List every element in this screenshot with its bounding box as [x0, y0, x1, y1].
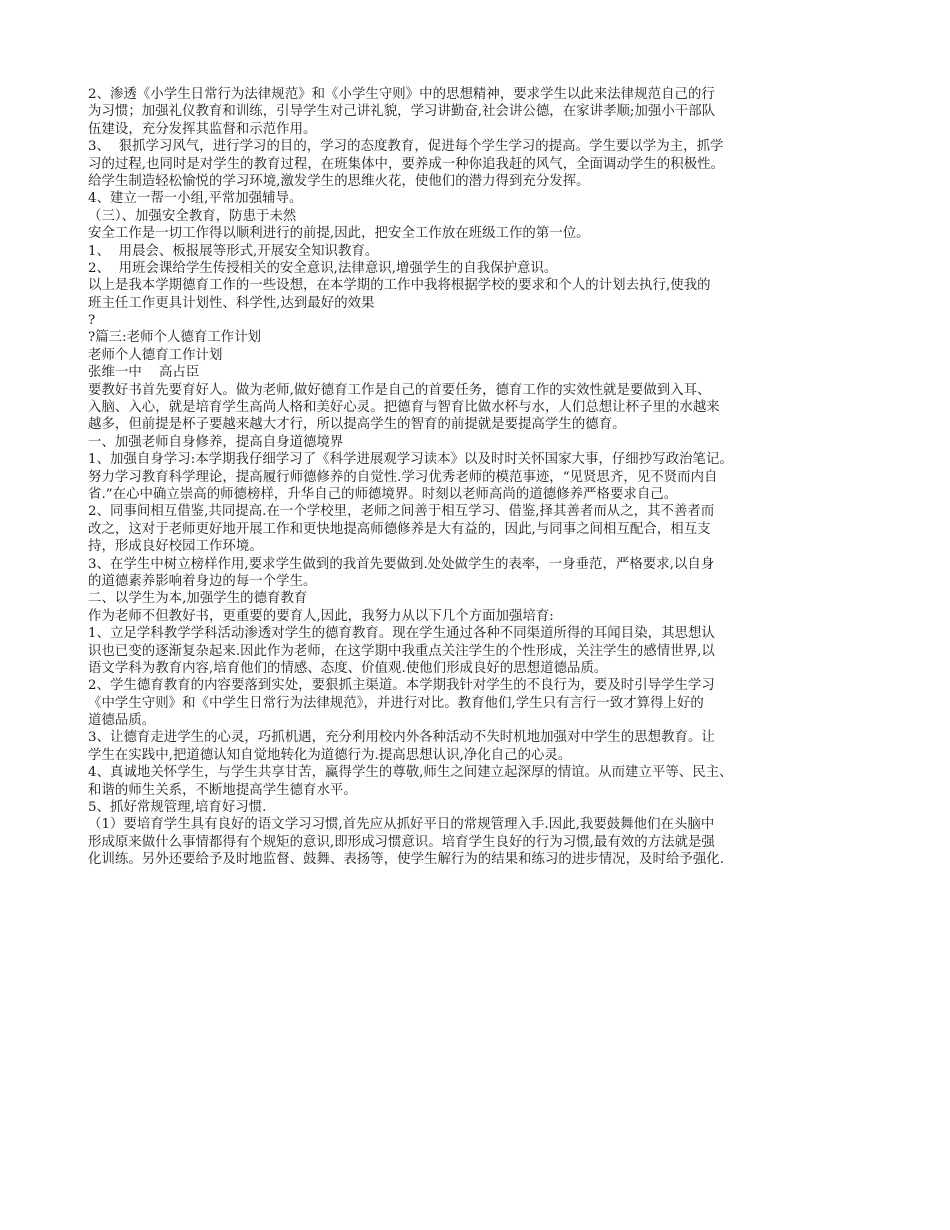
text-line: 要教好书首先要育好人。做为老师,做好德育工作是自己的首要任务，德育工作的实效性就是要做到入耳、 [88, 382, 711, 398]
text-line: 班主任工作更具计划性、科学性,达到最好的效果 [88, 295, 375, 311]
text-line: 1、 用晨会、板报展等形式,开展安全知识教育。 [88, 243, 379, 259]
text-line: 识也已变的逐渐复杂起来.因此作为老师，在这学期中我重点关注学生的个性形成，关注学生的感情世界,以 [88, 643, 715, 659]
text-line: 3、 狠抓学习风气，进行学习的目的，学习的态度教育，促进每个学生学习的提高。学生要以学为主，抓学 [88, 139, 724, 155]
section-heading: 二、以学生为本,加强学生的德育教育 [88, 591, 308, 607]
text-line: 给学生制造轻松愉悦的学习环境,激发学生的思维火花，使他们的潜力得到充分发挥。 [88, 173, 590, 189]
text-line: 的道德素养影响着身边的每一个学生。 [88, 573, 317, 589]
text-line: 安全工作是一切工作得以顺利进行的前提,因此，把安全工作放在班级工作的第一位。 [88, 226, 590, 242]
text-line: 作为老师不但教好书，更重要的要育人,因此，我努力从以下几个方面加强培育: [88, 608, 554, 624]
text-line: 3、让德育走进学生的心灵，巧抓机遇，充分利用校内外各种活动不失时机地加强对中学生的思想教育。让 [88, 730, 715, 746]
text-line: 1、加强自身学习:本学期我仔细学习了《科学进展观学习读本》以及时时关怀国家大事，仔细抄写政治笔记。 [88, 452, 733, 468]
text-line: 化训练。另外还要给予及时地监督、鼓舞、表扬等，使学生解行为的结果和练习的进步情况，及时给予强化. [88, 852, 725, 868]
text-line: 以上是我本学期德育工作的一些设想，在本学期的工作中我将根据学校的要求和个人的计划去执行,使我的 [88, 278, 711, 294]
text-line: 2、学生德育教育的内容要落到实处，要狠抓主渠道。本学期我针对学生的不良行为，要及时引导学生学习 [88, 678, 715, 694]
text-line: （1）要培育学生具有良好的语文学习习惯,首先应从抓好平日的常规管理入手.因此,我要鼓舞他们在头脑中 [88, 817, 715, 833]
text-line: 道德品质。 [88, 713, 156, 729]
text-line: 为习惯；加强礼仪教育和训练，引导学生对己讲礼貌，学习讲勤奋,社会讲公德，在家讲孝顺;加强小干部队 [88, 104, 716, 120]
text-line: 学生在实践中,把道德认知自觉地转化为道德行为.提高思想认识,净化自己的心灵。 [88, 747, 572, 763]
text-line: 和谐的师生关系，不断地提高学生德育水平。 [88, 782, 357, 798]
text-line: 2、渗透《小学生日常行为法律规范》和《小学生守则》中的思想精神，要求学生以此来法律规范自己的行 [88, 87, 715, 102]
text-line: 努力学习教育科学理论，提高履行师德修养的自觉性.学习优秀老师的模范事迹，“见贤思齐，见不贤而内自 [88, 469, 718, 485]
text-line: 2、同事间相互借鉴,共同提高.在一个学校里，老师之间善于相互学习、借鉴,择其善者而从之，其不善者而 [88, 504, 715, 520]
text-line: ? [88, 313, 96, 329]
text-line: 2、 用班会课给学生传授相关的安全意识,法律意识,增强学生的自我保护意识。 [88, 260, 558, 276]
text-line: 形成原来做什么事情都得有个规矩的意识,即形成习惯意识。培育学生良好的行为习惯,最有效的方法就是强 [88, 834, 715, 850]
text-line: 习的过程,也同时是对学生的教育过程，在班集体中，要养成一种你追我赶的风气，全面调动学生的积极性。 [88, 156, 725, 172]
text-line: 持，形成良好校园工作环境。 [88, 539, 263, 555]
section-heading: （三）、加强安全教育，防患于未然 [88, 208, 297, 224]
text-line: 语文学科为教育内容,培育他们的情感、态度、价值观.使他们形成良好的思想道德品质。 [88, 660, 608, 676]
text-line: 5、抓好常规管理,培育好习惯. [88, 800, 267, 816]
text-line: 3、在学生中树立榜样作用,要求学生做到的我首先要做到.处处做学生的表率，一身垂范，严格要求,以自身 [88, 556, 715, 572]
text-line: 4、真诚地关怀学生，与学生共享甘苦，赢得学生的尊敬,师生之间建立起深厚的情谊。从而建立平等、民主、 [88, 765, 733, 781]
text-line: 改之，这对于老师更好地开展工作和更快地提高师德修养是大有益的，因此,与同事之间相互配合，相互支 [88, 521, 711, 537]
document-page [88, 86, 874, 869]
author-line: 张维一中 高占臣 [88, 365, 200, 381]
text-line: 1、立足学科教学学科活动渗透对学生的德育教育。现在学生通过各种不同渠道所得的耳闻目染，其思想认 [88, 626, 715, 642]
text-line: 4、建立一帮一小组,平常加强辅导。 [88, 191, 303, 207]
text-line: 越多，但前提是杯子要越来越大才行，所以提高学生的智育的前提就是要提高学生的德育。 [88, 417, 626, 433]
text-line: 省.”在心中确立崇高的师德榜样，升华自己的师德境界。时刻以老师高尚的道德修养严格要求自己。 [88, 486, 678, 502]
chapter-heading: ?篇三:老师个人德育工作计划 [88, 330, 262, 346]
section-heading: 一、加强老师自身修养，提高自身道德境界 [88, 434, 344, 450]
text-line: 《中学生守则》和《中学生日常行为法律规范》，并进行对比。教育他们,学生只有言行一致才算得上好的 [88, 695, 704, 711]
document-title: 老师个人德育工作计划 [88, 347, 223, 363]
text-line: 伍建设，充分发挥其监督和示范作用。 [88, 121, 317, 137]
text-line: 入脑、入心，就是培育学生高尚人格和美好心灵。把德育与智育比做水杯与水，人们总想让杯子里的水越来 [88, 400, 720, 416]
